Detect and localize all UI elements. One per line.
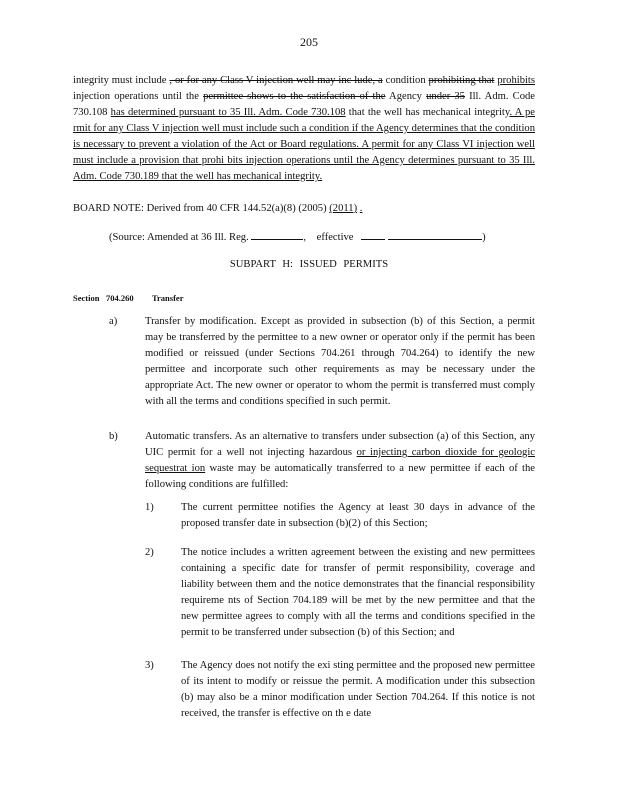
board-note-end: .: [359, 203, 363, 214]
source-close: ): [482, 232, 486, 243]
page-number: 205: [300, 35, 318, 49]
paragraph-well-integrity: [73, 73, 535, 185]
struck-text: , or for any Class V injection well may inc lude, a: [169, 75, 383, 86]
text: Ill. Adm. Code 730.108: [73, 91, 535, 118]
board-note-year: (2011): [329, 203, 358, 214]
item-text: The current permittee notifies the Agency at least 30 days in advance of the proposed transfer date in subsection (b)(2) of this Section;: [181, 502, 535, 529]
struck-text: permittee shows to the satisfaction of the: [203, 91, 386, 102]
text: that the well has mechanical integrity: [345, 107, 510, 118]
item-text: Transfer by modification. Except as provided in subsection (b) of this Section, a permit may be transferred by the permittee to a new owner or operator only if the permit has been modified or reissued (under Sections 704.261 through 704.264) to identify the new permittee and incorporate such other requirements as may be necessary under the appropriate Act. The new owner or operator to whom the permit is transferred must comply with all the terms and conditions specified in such permit.: [145, 316, 535, 407]
text: integrity must include: [73, 75, 170, 86]
inserted-text: has determined pursuant to 35 Ill. Adm. Code 730.108: [110, 107, 346, 118]
section-heading: [73, 290, 183, 306]
item-label: 3): [145, 660, 154, 671]
text: Automatic transfers. As an alternative to transfers under subsection (a) of this Section, any UIC permit for a well not injecting hazardous: [145, 431, 535, 458]
item-label: 1): [145, 502, 154, 513]
item-text: The Agency does not notify the exi sting permittee and the proposed new permittee of its intent to modify or reissue the permit. A modification under this subsection (b) may also be a minor modification under Section 704.264. If this notice is not received, the transfer is effective on th e date: [181, 660, 535, 719]
source-text: (Source: Amended at 36 Ill. Reg.: [109, 232, 249, 243]
blank-line: [388, 229, 482, 240]
struck-text: prohibiting that: [428, 75, 495, 86]
text: condition: [382, 75, 429, 86]
section-number: 704.260: [106, 293, 134, 303]
section-label: Section: [73, 293, 100, 303]
section-title: Transfer: [152, 293, 184, 303]
blank-line: [251, 229, 303, 240]
item-label: b): [109, 431, 118, 442]
item-text: [145, 429, 535, 493]
subpart-heading: SUBPART H: ISSUED PERMITS: [229, 259, 389, 270]
inserted-text: prohibits: [497, 75, 535, 86]
text: waste may be automatically transferred to a new permittee if each of the following conditions are fulfilled:: [145, 463, 535, 490]
item-text: The notice includes a written agreement between the existing and new permittees containing a specific date for transfer of permit responsibility, coverage and liability between them and the notice demonstrates that the financial responsibility requireme nts of Section 704.189 will be met by the new permittee and that the new permittee agrees to comply with all the terms and conditions specified in the permit to be transferred under subsection (b) of this Section; and: [181, 547, 535, 638]
board-note-text: BOARD NOTE: Derived from 40 CFR 144.52(a)(8) (2005): [73, 203, 330, 214]
item-label: 2): [145, 547, 154, 558]
text: Agency: [385, 91, 427, 102]
source-effective: effective: [316, 232, 354, 243]
struck-text: under 35: [426, 91, 465, 102]
board-note: [73, 201, 362, 217]
source-comma: ,: [303, 232, 307, 243]
inserted-text: . A pe rmit for any Class V injection well must include such a condition if the Agency determines that the condition is necessary to prevent a violation of the Act or Board regulations. A permit for any Class VI injection well must include a provision that prohi bits injection operations until the Agency determines pursuant to 35 Ill. Adm. Code 730.189 that the well has mechanical integrity.: [73, 107, 536, 182]
inserted-text: or injecting carbon dioxide for geologic sequestrat ion: [145, 447, 535, 474]
item-label: a): [109, 316, 118, 327]
text: injection operations until the: [73, 91, 204, 102]
source-note: [109, 229, 486, 246]
blank-line: [361, 229, 385, 240]
